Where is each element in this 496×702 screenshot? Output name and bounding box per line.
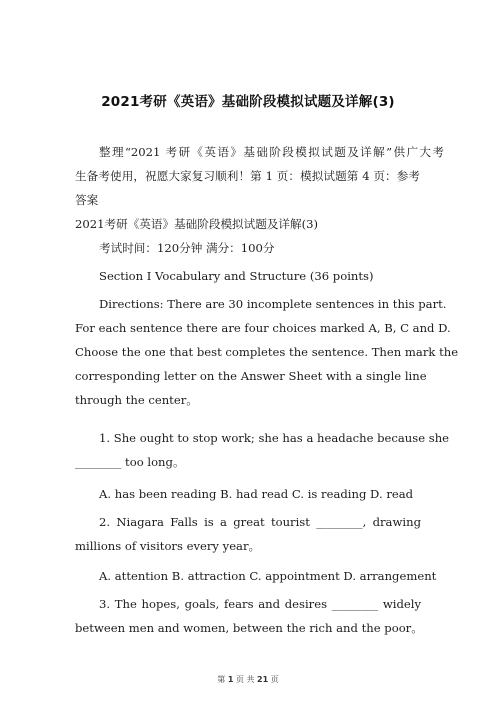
document-title: 2021考研《英语》基础阶段模拟试题及详解(3) [101, 94, 395, 110]
subtitle: 2021考研《英语》基础阶段模拟试题及详解(3) [75, 217, 319, 231]
question-2-options: A. attention B. attraction C. appointment D. arrangement [99, 569, 437, 583]
directions-line-2: For each sentence there are four choices marked A, B, C and D. [75, 321, 451, 335]
question-3-line-1: 3. The hopes, goals, fears and desires ________ widely [99, 597, 421, 611]
footer-middle: 页 共 [235, 675, 255, 684]
directions-line-3: Choose the one that best completes the sentence. Then mark the [75, 345, 459, 359]
directions-line-1: Directions: There are 30 incomplete sentences in this part. [99, 297, 447, 311]
exam-info: 考试时间：120分钟 满分：100分 [99, 241, 275, 255]
page-footer [0, 674, 496, 685]
question-1-line-2: ________ too long。 [75, 455, 185, 469]
footer-total-pages: 21 [257, 675, 269, 684]
footer-suffix: 页 [270, 675, 279, 684]
footer-page-number: 1 [227, 675, 234, 684]
question-1-options: A. has been reading B. had read C. is reading D. read [99, 487, 414, 501]
intro-line-3: 答案 [75, 193, 99, 207]
footer-prefix: 第 [217, 675, 226, 684]
directions-line-5: through the center。 [75, 393, 198, 407]
question-3-line-2: between men and women, between the rich and the poor。 [75, 621, 423, 635]
question-2-line-1: 2. Niagara Falls is a great tourist ________, drawing [99, 515, 421, 529]
question-1-line-1: 1. She ought to stop work; she has a headache because she [99, 431, 450, 445]
intro-line-2: 生备考使用，祝愿大家复习顺利！第 1 页：模拟试题第 4 页：参考 [75, 169, 420, 183]
directions-line-4: corresponding letter on the Answer Sheet with a single line [75, 369, 427, 383]
intro-line-1: 整理“2021 考研《英语》基础阶段模拟试题及详解”供广大考 [99, 145, 444, 159]
question-2-line-2: millions of visitors every year。 [75, 539, 261, 553]
section-title: Section I Vocabulary and Structure (36 points) [99, 269, 374, 283]
